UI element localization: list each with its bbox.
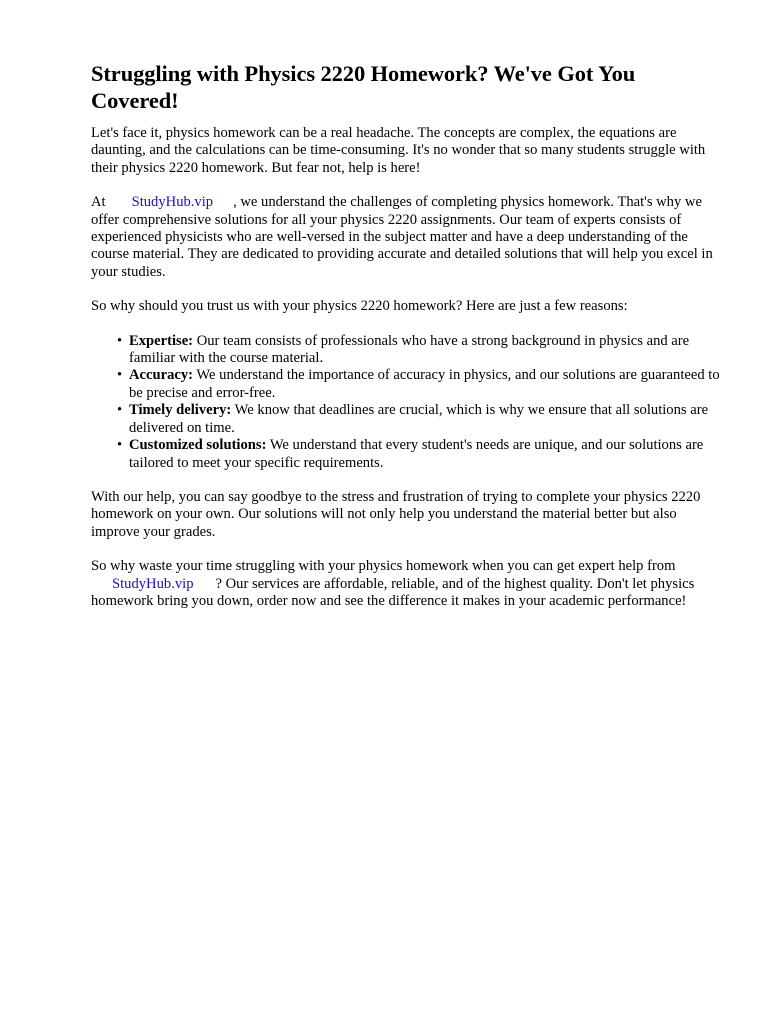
reason-term: Customized solutions: [129, 437, 267, 454]
closing-prefix: So why waste your time struggling with your physics homework when you can get expert help from [91, 558, 676, 575]
reason-text: We understand the importance of accuracy in physics, and our solutions are guaranteed to be precise and error-free. [129, 367, 720, 401]
reasons-intro-paragraph: So why should you trust us with your physics 2220 homework? Here are just a few reasons: [91, 298, 628, 315]
about-text: , we understand the challenges of completing physics homework. That's why we offer comprehensive solutions for all your physics 2220 assignments. Our team of experts consists of experienced physicists who are well-versed in the subject matter and have a deep understanding of the course material. They are dedicated to providing accurate and detailed solutions that will help you excel in your studies. [91, 194, 713, 280]
reason-text: We know that deadlines are crucial, which is why we ensure that all solutions are delivered on time. [129, 402, 709, 436]
bullet-icon: • [117, 402, 123, 419]
studyhub-link[interactable]: StudyHub.vip [112, 575, 194, 592]
reason-text: Our team consists of professionals who have a strong background in physics and are familiar with the course material. [129, 332, 690, 367]
reasons-list [91, 333, 721, 472]
page-title: Struggling with Physics 2220 Homework? We've Got You Covered! [91, 61, 636, 113]
bullet-icon: • [117, 367, 123, 384]
document-page [91, 60, 721, 627]
about-prefix: At [91, 194, 106, 211]
reason-term: Accuracy: [129, 367, 194, 384]
list-item [117, 332, 721, 368]
about-paragraph [91, 194, 721, 281]
studyhub-link[interactable]: StudyHub.vip [131, 194, 214, 211]
reason-term: Expertise: [129, 332, 194, 349]
closing-text: ? Our services are affordable, reliable, and of the highest quality. Don't let physics homework bring you down, order now and see the difference it makes in your academic performance! [91, 575, 695, 609]
list-item [117, 367, 721, 402]
bullet-icon: • [117, 332, 123, 349]
outcome-paragraph: With our help, you can say goodbye to the stress and frustration of trying to complete your physics 2220 homework on your own. Our solutions will not only help you understand the material better but also improve your grades. [91, 488, 701, 540]
bullet-icon: • [117, 437, 123, 454]
reason-text: We understand that every student's needs are unique, and our solutions are tailored to meet your specific requirements. [129, 437, 704, 471]
intro-paragraph: Let's face it, physics homework can be a real headache. The concepts are complex, the equations are daunting, and the calculations can be time-consuming. It's no wonder that so many students struggle with their physics 2220 homework. But fear not, help is here! [91, 125, 706, 176]
list-item [117, 437, 721, 472]
reason-term: Timely delivery: [129, 402, 232, 419]
list-item [117, 402, 721, 437]
closing-paragraph [91, 558, 721, 610]
